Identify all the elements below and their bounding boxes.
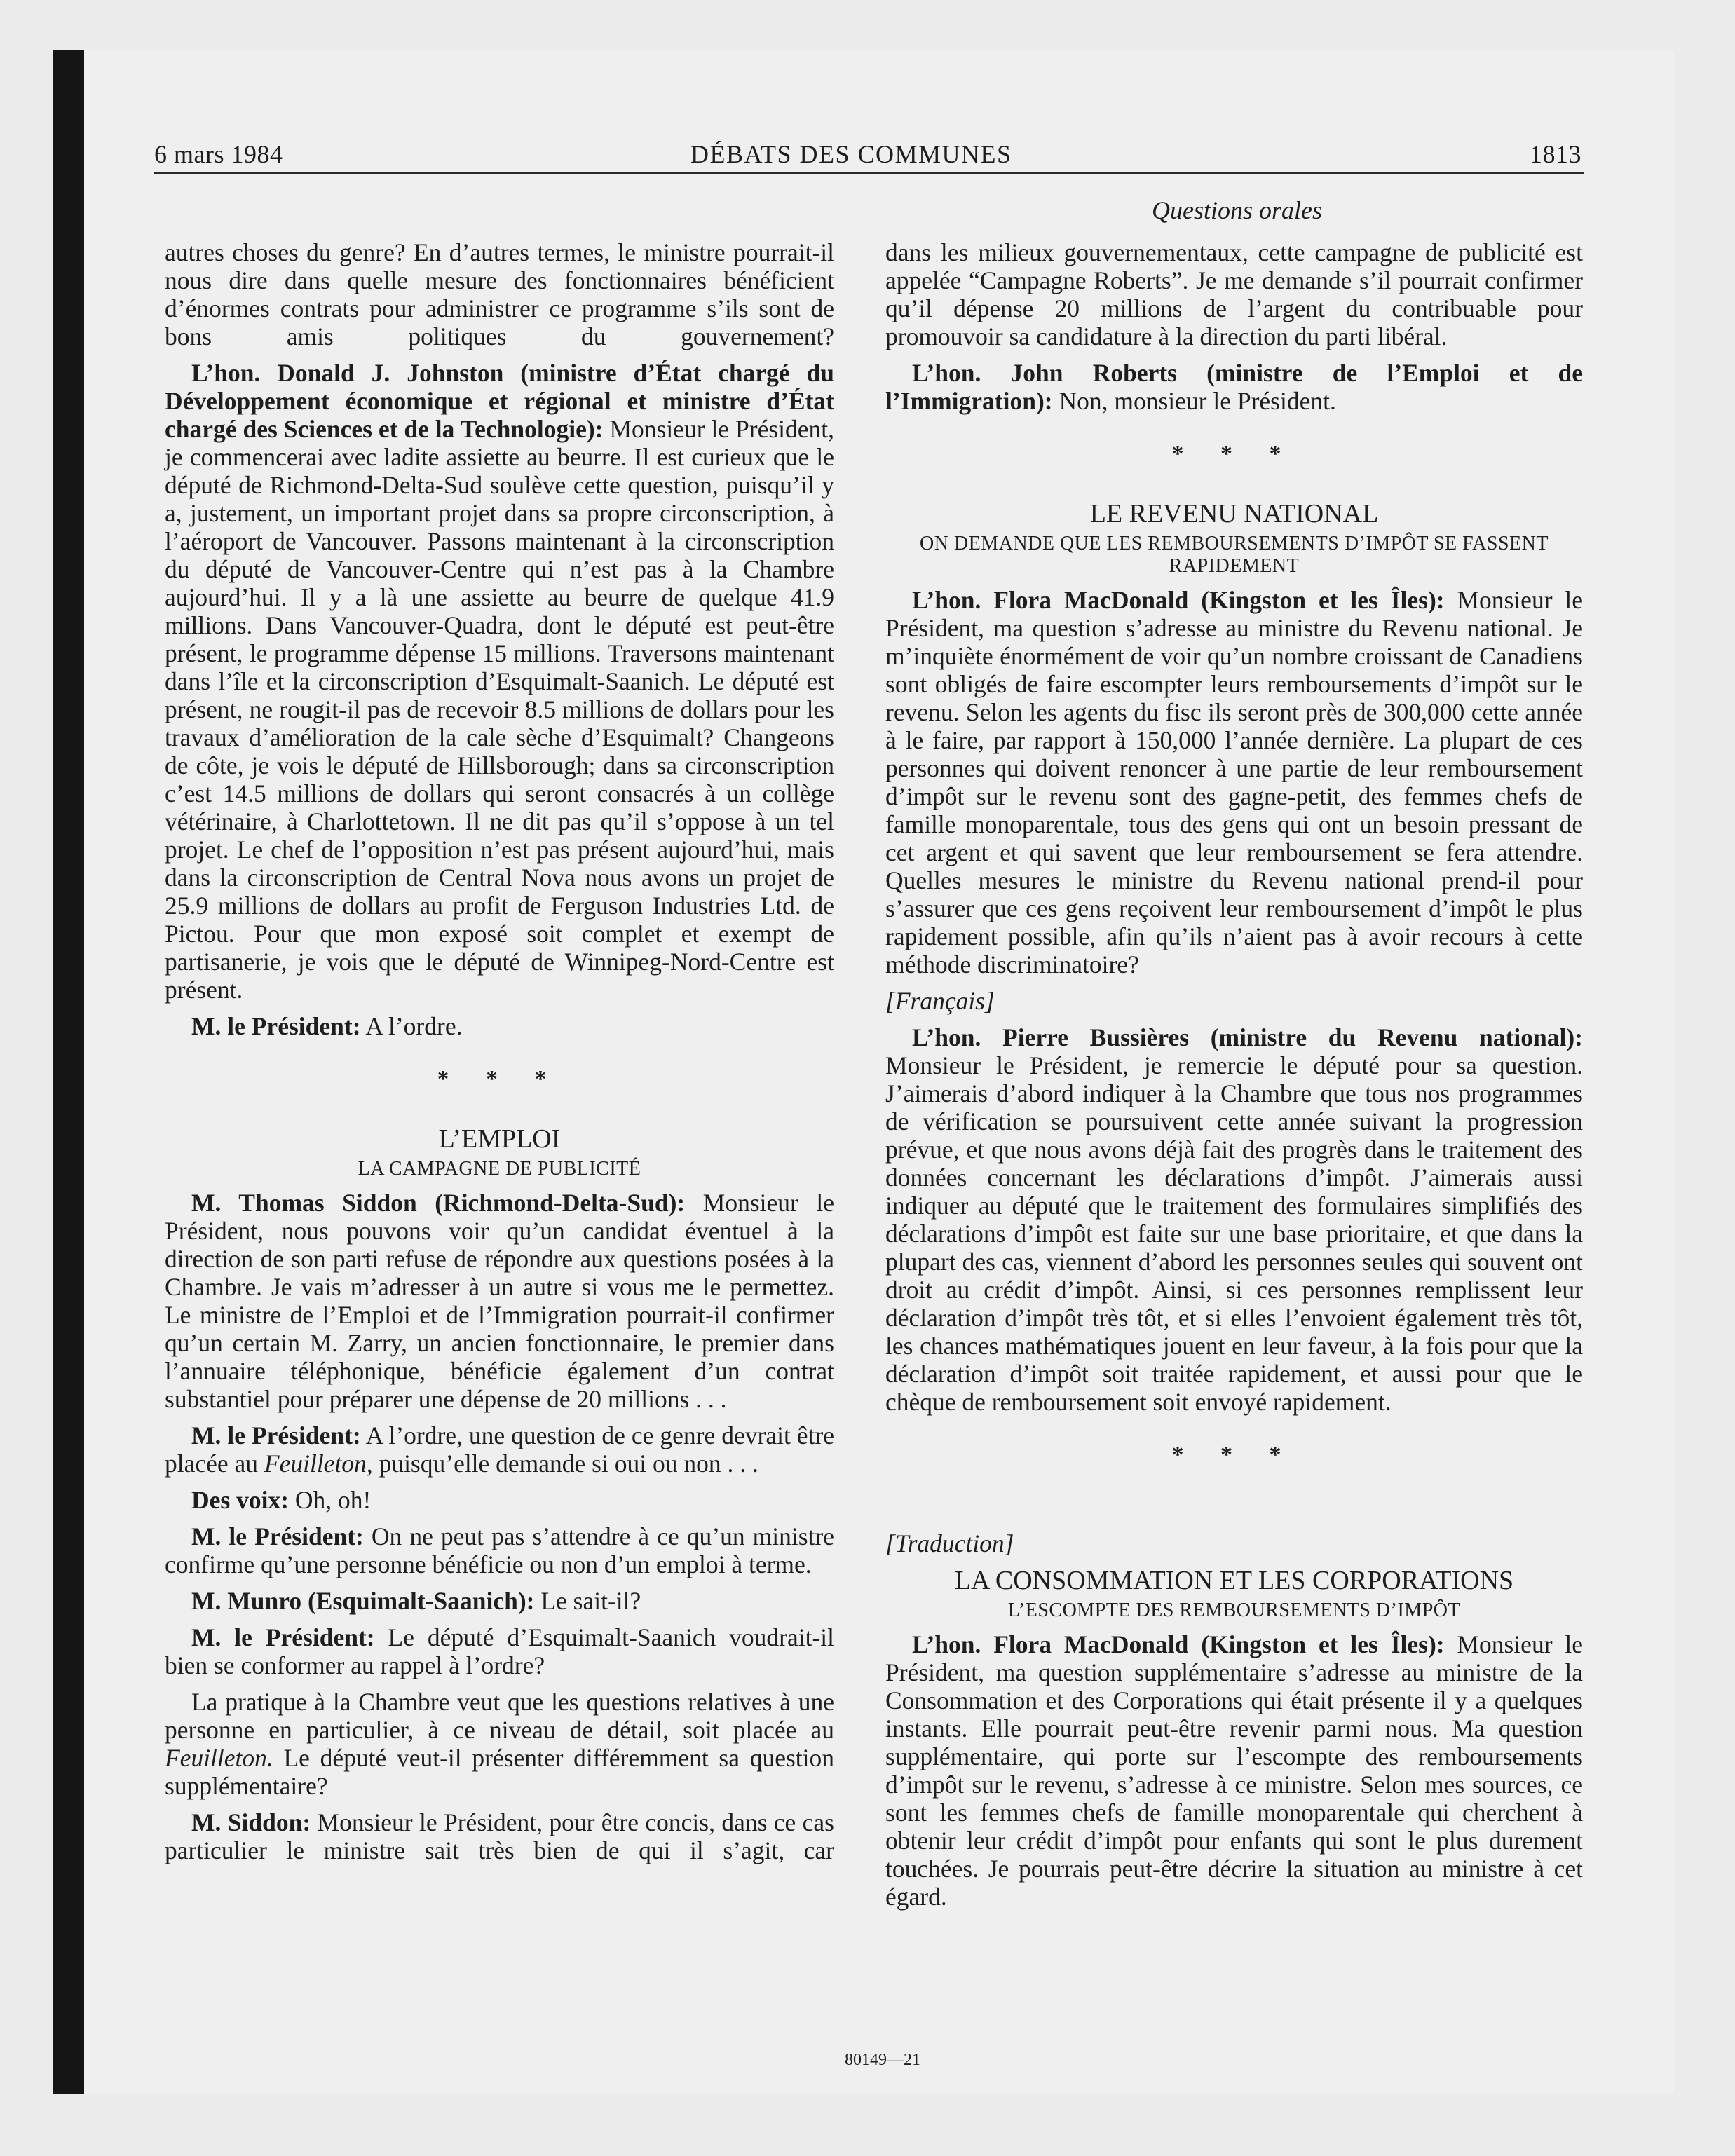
paragraph-text: Le sait-il? <box>534 1587 641 1615</box>
italic-text: Feuilleton. <box>165 1744 273 1772</box>
speaker: L’hon. Flora MacDonald (Kingston et les Îles): <box>912 1630 1445 1658</box>
paragraph-text: Monsieur le Président, nous pouvons voir qu’un candidat éventuel à la direction de son parti refuse de répondre aux questions posées à la Chambre. Je vais m’adresser à un autre si vous me le permettez. Le ministre de l’Emploi et de l’Immigration pourrait-il confirmer qu’un certain M. Zarry, un ancien fonctionnaire, le premier dans l’annuaire téléphonique, bénéficie également d’un contrat substantiel pour préparer une dépense de 20 millions . . . <box>165 1189 834 1413</box>
paragraph <box>165 1623 834 1679</box>
paragraph-text: A l’ordre, une question de ce genre devrait être placée au <box>165 1421 834 1478</box>
speaker: M. Siddon: <box>191 1808 311 1836</box>
paragraph <box>885 1023 1583 1416</box>
section-label: Questions orales <box>1152 196 1322 224</box>
speaker: M. le Président: <box>191 1623 375 1651</box>
footer-code: 80149—21 <box>845 2051 920 2069</box>
paragraph-text: , puisqu’elle demande si oui ou non . . . <box>366 1449 758 1478</box>
paragraph <box>885 238 1583 350</box>
italic-text: Feuilleton <box>264 1449 367 1478</box>
paragraph <box>885 359 1583 415</box>
paragraph-text: Non, monsieur le Président. <box>1052 387 1336 415</box>
header-rule <box>154 172 1584 174</box>
speaker: M. Thomas Siddon (Richmond-Delta-Sud): <box>191 1189 686 1217</box>
paragraph <box>165 1522 834 1578</box>
paragraph-text: Le député veut-il présenter différemment sa question supplémentaire? <box>165 1744 834 1800</box>
language-note: [Traduction] <box>885 1529 1014 1557</box>
paragraph <box>165 1012 834 1040</box>
section-heading: LA CONSOMMATION ET LES CORPORATIONS <box>954 1566 1514 1595</box>
paragraph-text: A l’ordre. <box>360 1012 463 1040</box>
section-divider: * * * <box>437 1066 562 1092</box>
section-subheading: ON DEMANDE QUE LES REMBOURSEMENTS D’IMPÔT SE FASSENT RAPIDEMENT <box>920 533 1549 577</box>
section-subheading: LA CAMPAGNE DE PUBLICITÉ <box>358 1158 641 1180</box>
speaker: M. Munro (Esquimalt-Saanich): <box>191 1587 535 1615</box>
paragraph-text: La pratique à la Chambre veut que les questions relatives à une personne en particulier, à ce niveau de détail, soit placée au <box>165 1688 834 1744</box>
paragraph-text: Monsieur le Président, pour être concis, dans ce cas particulier le ministre sait très bien de qui il s’agit, car <box>165 1808 834 1864</box>
speaker: L’hon. John Roberts (ministre de l’Emploi et de l’Immigration): <box>885 359 1583 415</box>
header-page-number: 1813 <box>1530 140 1581 168</box>
spacer <box>885 1500 1583 1524</box>
paragraph <box>165 1486 834 1514</box>
section-subheading: L’ESCOMPTE DES REMBOURSEMENTS D’IMPÔT <box>1007 1599 1461 1621</box>
paragraph <box>165 359 834 1004</box>
section-heading: L’EMPLOI <box>438 1124 561 1154</box>
left-column <box>165 238 834 1873</box>
speaker: Des voix: <box>191 1486 290 1514</box>
paragraph-text: On ne peut pas s’attendre à ce qu’un ministre confirme qu’une personne bénéficie ou non d’un emploi à terme. <box>165 1522 834 1578</box>
scan-edge <box>53 50 84 2094</box>
section-divider: * * * <box>1171 441 1297 467</box>
paragraph-text: Monsieur le Président, je remercie le député pour sa question. J’aimerais d’abord indiquer à la Chambre que tous nos programmes de vérification se poursuivent cette année suivant la progression prévue, et que nous avons déjà fait des progrès dans le traitement des données concernant les déclarations d’impôt. J’aimerais aussi indiquer au député que le traitement des formulaires simplifiés des déclarations d’impôt est faite sur une base prioritaire, et que dans la plupart des cas, viennent d’abord les personnes seules qui souvent ont droit au crédit d’impôt. Ainsi, si ces personnes remplissent leur déclaration d’impôt très tôt, et si elles l’envoient également très tôt, les chances mathématiques jouent en leur faveur, à la fois pour que la déclaration d’impôt soit traitée rapidement, et aussi pour que le chèque de remboursement soit envoyé rapidement. <box>885 1051 1583 1416</box>
paragraph-text: dans les milieux gouvernementaux, cette campagne de publicité est appelée “Campagne Roberts”. Je me demande s’il pourrait confirmer qu’il dépense 20 millions de l’argent du contribuable pour promouvoir sa candidature à la direction du parti libéral. <box>885 238 1583 350</box>
paragraph <box>885 586 1583 978</box>
paragraph-text: Oh, oh! <box>289 1486 372 1514</box>
paragraph <box>885 1630 1583 1911</box>
paragraph <box>165 1688 834 1800</box>
paragraph-text: Monsieur le Président, ma question supplémentaire s’adresse au ministre de la Consommation et des Corporations qui était présente il y a quelques instants. Elle pourrait peut-être revenir parmi nous. Ma question supplémentaire, qui porte sur l’escompte des remboursements d’impôt sur le revenu, s’adresse à ce ministre. Selon mes sources, ce sont les femmes chefs de famille monoparentale qui cherchent à obtenir leur crédit d’impôt pour enfants qui sont le plus durement touchées. Je pourrais peut-être décrire la situation au ministre à cet égard. <box>885 1630 1583 1911</box>
paragraph-text: autres choses du genre? En d’autres termes, le ministre pourrait-il nous dire dans quelle mesure des fonctionnaires bénéficient d’énormes contrats pour administrer ce programme s’ils sont de bons amis politiques du gouvernement? <box>165 238 834 350</box>
speaker: M. le Président: <box>191 1012 361 1040</box>
speaker: M. le Président: <box>191 1522 364 1550</box>
paragraph <box>165 1808 834 1864</box>
header-date: 6 mars 1984 <box>154 140 283 168</box>
header-title: DÉBATS DES COMMUNES <box>690 140 1012 168</box>
paragraph-text: Monsieur le Président, ma question s’adresse au ministre du Revenu national. Je m’inquiète énormément de voir qu’un nombre croissant de Canadiens sont obligés de faire escompter leurs remboursements d’impôt sur le revenu. Selon les agents du fisc ils seront près de 300,000 cette année à le faire, par rapport à 150,000 l’année dernière. La plupart de ces personnes qui doivent renoncer à une partie de leur remboursement d’impôt sur le revenu sont des gagne-petit, des femmes chefs de famille monoparentale, tous des gens qui ont un besoin pressant de cet argent et qui savent que leur remboursement se fera attendre. Quelles mesures le ministre du Revenu national prend-il pour s’assurer que ces gens reçoivent leur remboursement d’impôt le plus rapidement possible, afin qu’ils n’aient pas à avoir recours à cette méthode discriminatoire? <box>885 586 1583 978</box>
speaker: L’hon. Donald J. Johnston (ministre d’État chargé du Développement économique et régional et ministre d’État chargé des Sciences et de la Technologie): <box>165 359 834 443</box>
speaker: L’hon. Flora MacDonald (Kingston et les Îles): <box>912 586 1445 614</box>
paragraph-text: Le député d’Esquimalt-Saanich voudrait-il bien se conformer au rappel à l’ordre? <box>165 1623 834 1679</box>
right-column <box>885 238 1583 1919</box>
paragraph-text: Monsieur le Président, je commencerai avec ladite assiette au beurre. Il est curieux que le député de Richmond-Delta-Sud soulève cette question, puisqu’il y a, justement, un important projet dans sa propre circonscription, à l’aéroport de Vancouver. Passons maintenant à la circonscription du député de Vancouver-Centre qui n’est pas à la Chambre aujourd’hui. Il y a là une assiette au beurre de quelque 41.9 millions. Dans Vancouver-Quadra, dont le député est peut-être présent, le programme dépense 15 millions. Traversons maintenant dans l’île et la circonscription d’Esquimalt-Saanich. Le député est présent, ne rougit-il pas de recevoir 8.5 millions de dollars pour les travaux d’amélioration de la cale sèche d’Esquimalt? Changeons de côte, je vois le député de Hillsborough; dans sa circonscription c’est 14.5 millions de dollars qui seront consacrés à un collège vétérinaire, à Charlottetown. Il ne dit pas qu’il s’oppose à un tel projet. Le chef de l’opposition n’est pas présent aujourd’hui, mais dans la circonscription de Central Nova nous avons un projet de 25.9 millions de dollars au profit de Ferguson Industries Ltd. de Pictou. Pour que mon exposé soit complet et exempt de partisanerie, je vois que le député de Winnipeg-Nord-Centre est présent. <box>165 415 834 1004</box>
section-divider: * * * <box>1171 1442 1297 1468</box>
section-heading: LE REVENU NATIONAL <box>1089 499 1379 528</box>
paragraph <box>165 1587 834 1615</box>
language-note: [Français] <box>885 987 995 1015</box>
speaker: M. le Président: <box>191 1421 361 1449</box>
paragraph <box>165 238 834 350</box>
speaker: L’hon. Pierre Bussières (ministre du Revenu national): <box>912 1023 1583 1051</box>
paragraph <box>165 1189 834 1413</box>
paragraph <box>165 1421 834 1478</box>
